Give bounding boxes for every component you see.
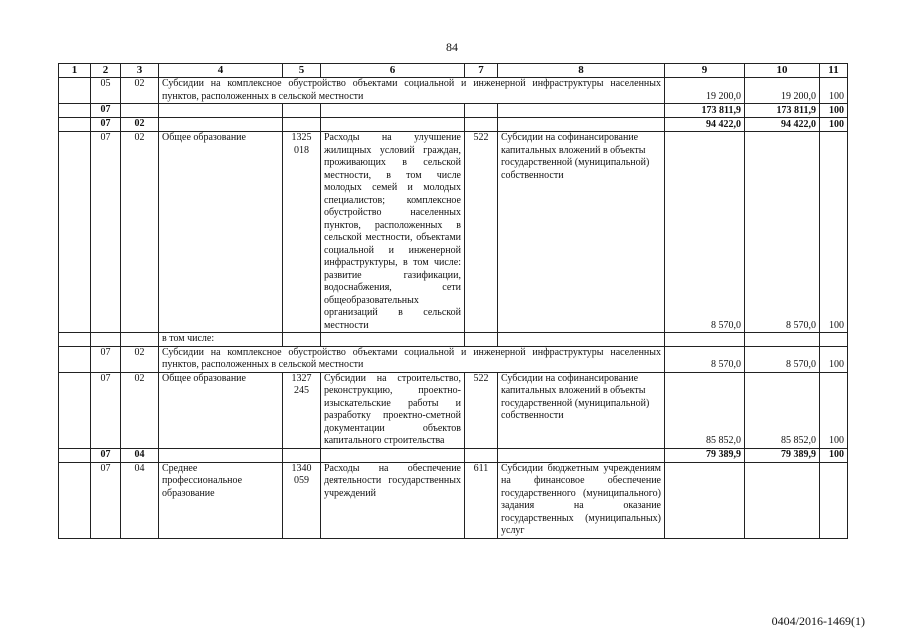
category-name: Общее образование: [159, 372, 283, 448]
subsection-code: 04: [121, 462, 159, 538]
section-code: 05: [91, 78, 121, 104]
category-name: Среднее профессиональное образование: [159, 462, 283, 538]
page-number: 84: [446, 40, 458, 54]
column-header: 3: [121, 64, 159, 78]
column-header: 1: [59, 64, 91, 78]
amount-planned: 79 389,9: [665, 448, 745, 462]
column-header: 5: [283, 64, 321, 78]
document-code: 0404/2016-1469(1): [771, 614, 865, 628]
amount-planned: 8 570,0: [665, 346, 745, 372]
column-header: 11: [820, 64, 848, 78]
section-code: 07: [91, 118, 121, 132]
subsection-code: 02: [121, 346, 159, 372]
amount-allocated: 8 570,0: [745, 346, 820, 372]
target-article-code: 1327 245: [283, 372, 321, 448]
amount-allocated: 8 570,0: [745, 132, 820, 333]
section-code: 07: [91, 132, 121, 333]
target-article-code: 1325 018: [283, 132, 321, 333]
section-code: 07: [91, 346, 121, 372]
expense-type-code: 522: [465, 372, 498, 448]
table-row: [59, 462, 848, 538]
table-row: [59, 132, 848, 333]
amount-allocated: 85 852,0: [745, 372, 820, 448]
subsection-code: 04: [121, 448, 159, 462]
table-header-row: [59, 64, 848, 78]
expense-description: Субсидии на строительство, реконструкцию, проектно-изыскательские работы и разработку проектно-сметной документации объектов капитального строительства: [321, 372, 465, 448]
amount-allocated: 79 389,9: [745, 448, 820, 462]
column-header: 4: [159, 64, 283, 78]
expense-description: Расходы на обеспечение деятельности государственных учреждений: [321, 462, 465, 538]
column-header: 8: [498, 64, 665, 78]
row-description: Субсидии на комплексное обустройство объектами социальной и инженерной инфраструктуры населенных пунктов, расположенных в сельской местности: [159, 78, 665, 104]
column-header: 6: [321, 64, 465, 78]
percent: 100: [820, 448, 848, 462]
expense-description: Расходы на улучшение жилищных условий граждан, проживающих в сельской местности, в том числе молодых семей и молодых специалистов; комплексное обустройство населенных пунктов, расположенных в сельской местности, объектами социальной и инженерной инфраструктуры, в том числе: развитие газификации, водоснабжения, сети общеобразовательных организаций в сельской местности: [321, 132, 465, 333]
table-row: [59, 372, 848, 448]
percent: 100: [820, 372, 848, 448]
table-row: [59, 448, 848, 462]
subsection-code: 02: [121, 118, 159, 132]
table-row: [59, 78, 848, 104]
column-header: 10: [745, 64, 820, 78]
table-row: [59, 118, 848, 132]
category-name: Общее образование: [159, 132, 283, 333]
column-header: 2: [91, 64, 121, 78]
expense-type-code: 611: [465, 462, 498, 538]
target-article-code: 1340 059: [283, 462, 321, 538]
amount-allocated: 94 422,0: [745, 118, 820, 132]
expense-type-name: Субсидии на софинансирование капитальных вложений в объекты государственной (муниципальной) собственности: [498, 372, 665, 448]
amount-planned: 8 570,0: [665, 132, 745, 333]
expense-type-name: Субсидии бюджетным учреждениям на финансовое обеспечение государственного (муниципального) задания на оказание государственных (муниципальных) услуг: [498, 462, 665, 538]
budget-table: [58, 63, 848, 539]
subsection-code: 02: [121, 372, 159, 448]
including-label: в том числе:: [159, 333, 283, 347]
percent: 100: [820, 132, 848, 333]
subsection-code: 02: [121, 78, 159, 104]
amount-planned: 173 811,9: [665, 104, 745, 118]
amount-allocated: 173 811,9: [745, 104, 820, 118]
expense-type-code: 522: [465, 132, 498, 333]
percent: 100: [820, 118, 848, 132]
percent: 100: [820, 78, 848, 104]
percent: 100: [820, 104, 848, 118]
section-code: 07: [91, 372, 121, 448]
section-code: 07: [91, 448, 121, 462]
column-header: 9: [665, 64, 745, 78]
amount-planned: 19 200,0: [665, 78, 745, 104]
amount-allocated: 19 200,0: [745, 78, 820, 104]
amount-planned: 85 852,0: [665, 372, 745, 448]
amount-planned: 94 422,0: [665, 118, 745, 132]
subsection-code: 02: [121, 132, 159, 333]
expense-type-name: Субсидии на софинансирование капитальных вложений в объекты государственной (муниципальной) собственности: [498, 132, 665, 333]
section-code: 07: [91, 104, 121, 118]
section-code: 07: [91, 462, 121, 538]
table-row: [59, 104, 848, 118]
table-row: [59, 333, 848, 347]
column-header: 7: [465, 64, 498, 78]
percent: 100: [820, 346, 848, 372]
table-row: [59, 346, 848, 372]
row-description: Субсидии на комплексное обустройство объектами социальной и инженерной инфраструктуры населенных пунктов, расположенных в сельской местности: [159, 346, 665, 372]
